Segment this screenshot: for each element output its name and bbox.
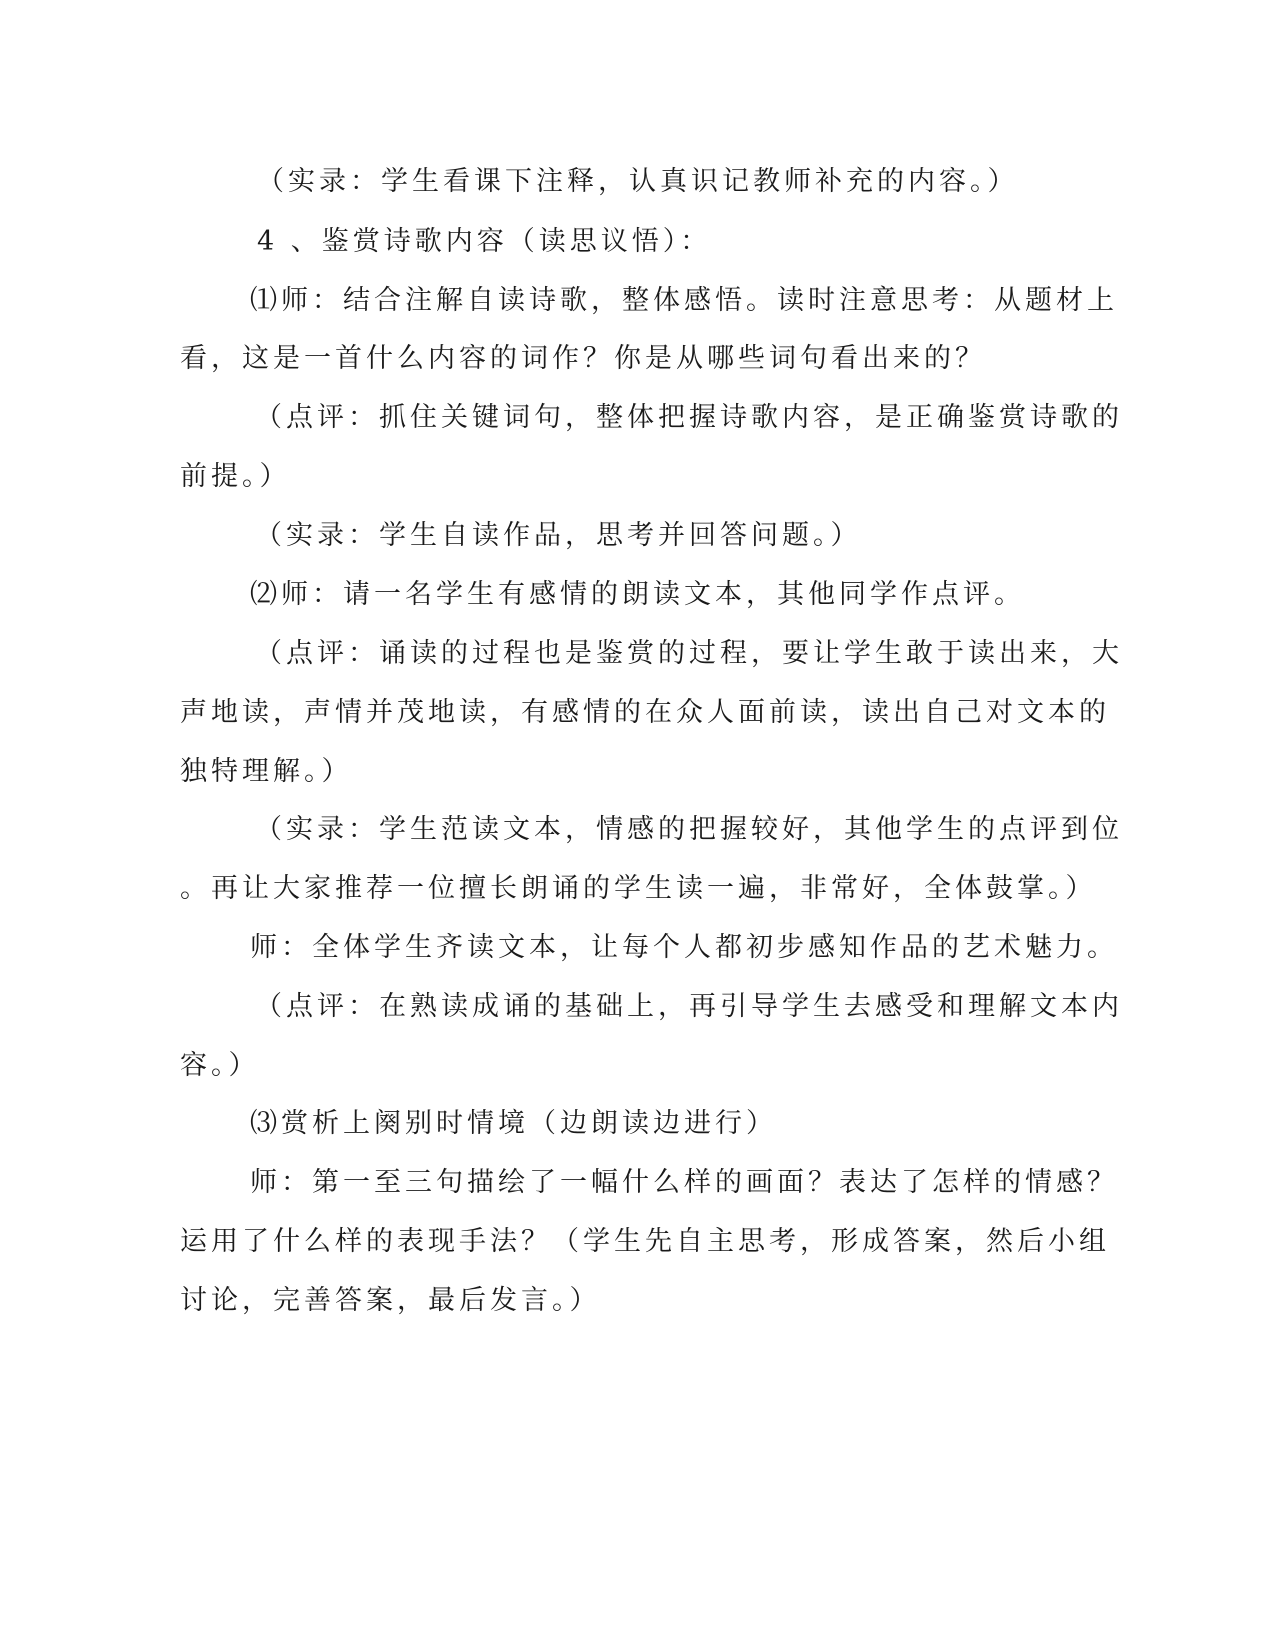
text-line-10: 声地读，声情并茂地读，有感情的在众人面前读，读出自己对文本的: [180, 697, 1110, 728]
text-line-13: 。再让大家推荐一位擅长朗诵的学生读一遍，非常好，全体鼓掌。）: [180, 873, 1097, 904]
text-line-12: （实录：学生范读文本，情感的把握较好，其他学生的点评到位: [255, 814, 1123, 845]
text-line-8: ⑵师：请一名学生有感情的朗读文本，其他同学作点评。: [250, 579, 1025, 610]
text-line-5: （点评：抓住关键词句，整体把握诗歌内容，是正确鉴赏诗歌的: [255, 402, 1123, 433]
text-line-18: 师：第一至三句描绘了一幅什么样的画面？表达了怎样的情感？: [250, 1167, 1118, 1198]
text-line-17: ⑶赏析上阕别时情境（边朗读边进行）: [250, 1108, 777, 1139]
text-line-16: 容。）: [180, 1050, 260, 1081]
text-line-9: （点评：诵读的过程也是鉴赏的过程，要让学生敢于读出来，大: [255, 638, 1123, 669]
text-line-4: 看，这是一首什么内容的词作？你是从哪些词句看出来的？: [180, 343, 986, 374]
text-line-1: （实录：学生看课下注释，认真识记教师补充的内容。）: [257, 166, 1019, 197]
text-line-19: 运用了什么样的表现手法？（学生先自主思考，形成答案，然后小组: [180, 1226, 1110, 1257]
text-line-11: 独特理解。）: [180, 756, 353, 787]
text-line-6: 前提。）: [180, 461, 291, 492]
text-line-14: 师：全体学生齐读文本，让每个人都初步感知作品的艺术魅力。: [250, 932, 1118, 963]
text-line-2: 4 、鉴赏诗歌内容（读思议悟）：: [257, 226, 712, 257]
text-line-7: （实录：学生自读作品，思考并回答问题。）: [255, 520, 862, 551]
text-line-15: （点评：在熟读成诵的基础上，再引导学生去感受和理解文本内: [255, 991, 1123, 1022]
text-line-3: ⑴师：结合注解自读诗歌，整体感悟。读时注意思考：从题材上: [250, 285, 1118, 316]
text-line-20: 讨论，完善答案，最后发言。）: [180, 1285, 601, 1316]
